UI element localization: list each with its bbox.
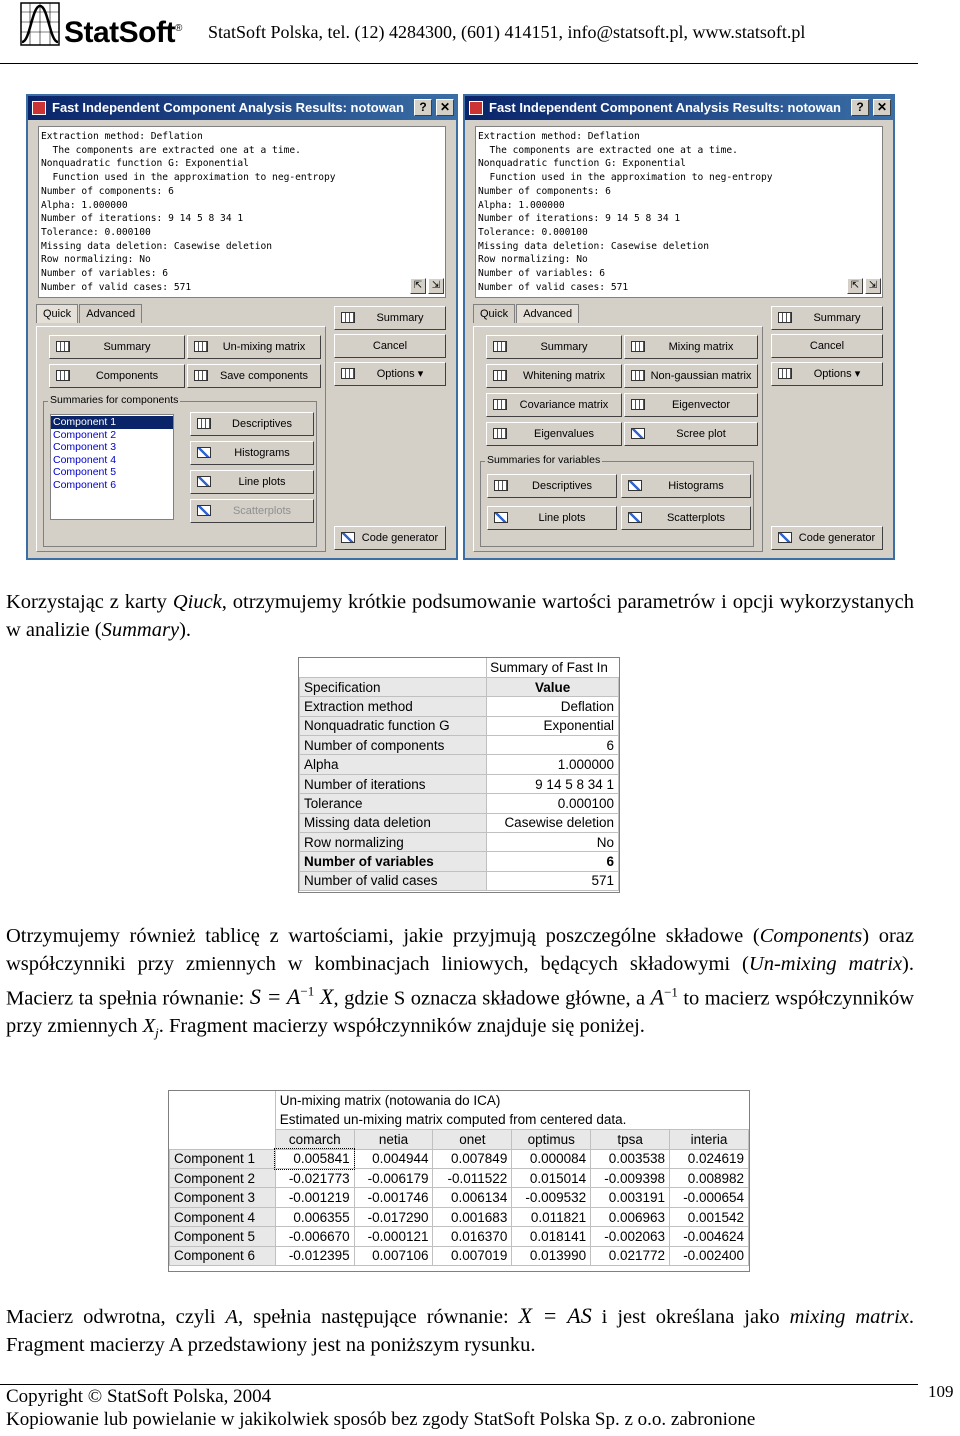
line-plots-button[interactable]: Line plots <box>190 470 314 494</box>
list-item[interactable]: Component 2 <box>53 428 117 441</box>
copyright-notice: Copyright © StatSoft Polska, 2004 <box>6 1386 272 1407</box>
output-line: Nonquadratic function G: Exponential <box>41 158 249 170</box>
table-title: Un-mixing matrix (notowania do ICA) <box>275 1091 748 1110</box>
scatterplot-icon <box>197 505 211 516</box>
row-value[interactable]: Deflation <box>487 697 619 716</box>
descriptives-button[interactable]: Descriptives <box>190 412 314 436</box>
column-header: optimus <box>512 1130 591 1149</box>
summary-button[interactable]: Summary <box>49 335 185 359</box>
table-row <box>300 774 619 793</box>
output-line: Number of iterations: 9 14 5 8 34 1 <box>41 213 244 225</box>
table-row <box>170 1227 749 1246</box>
column-header: onet <box>433 1130 512 1149</box>
summary-button[interactable]: Summary <box>486 335 622 359</box>
copy-protection-notice: Kopiowanie lub powielanie w jakikolwiek sposób bez zgody StatSoft Polska Sp. z o.o. zabronione <box>6 1409 756 1430</box>
whitening-matrix-button[interactable]: Whitening matrix <box>486 364 622 388</box>
table-cell[interactable]: -0.001219 <box>275 1188 354 1207</box>
table-row <box>170 1169 749 1188</box>
covariance-matrix-button[interactable]: Covariance matrix <box>486 393 622 417</box>
summaries-for-variables-group <box>480 454 754 547</box>
table-row <box>300 833 619 852</box>
summary-top-button[interactable]: Summary <box>334 306 446 330</box>
non-gaussian-matrix-button[interactable]: Non-gaussian matrix <box>624 364 758 388</box>
window-titlebar[interactable] <box>465 96 893 120</box>
table-row <box>170 1188 749 1207</box>
table-cell[interactable]: -0.012395 <box>275 1246 354 1265</box>
equation-x: X = AS <box>518 1303 592 1328</box>
output-line: Number of components: 6 <box>478 185 611 197</box>
dropdown-arrow-icon: ▾ <box>417 368 424 380</box>
table-icon <box>493 399 507 410</box>
table-icon <box>493 370 507 381</box>
table-cell[interactable]: -0.002400 <box>670 1246 749 1265</box>
table-cell[interactable]: 0.003191 <box>591 1188 670 1207</box>
output-line: Extraction method: Deflation <box>478 131 640 142</box>
output-line: Row normalizing: No <box>41 254 151 266</box>
results-text-output <box>38 126 446 298</box>
output-line: Function used in the approximation to neg-entropy <box>41 172 336 184</box>
code-generator-icon <box>341 532 355 543</box>
scree-plot-button[interactable]: Scree plot <box>624 422 758 446</box>
tab-advanced[interactable]: Advanced <box>79 304 142 323</box>
column-header: tpsa <box>591 1130 670 1149</box>
output-line: Function used in the approximation to neg-entropy <box>478 172 773 184</box>
scree-plot-icon <box>631 428 645 439</box>
column-header: netia <box>354 1130 433 1149</box>
row-label: Alpha <box>300 755 487 774</box>
histograms-button[interactable]: Histograms <box>621 474 751 498</box>
output-line: Tolerance: 0.000100 <box>41 226 151 238</box>
column-header: interia <box>670 1130 749 1149</box>
paragraph-quick-summary: Korzystając z karty Qiuck, otrzymujemy krótkie podsumowanie wartości parametrów i opcji wykorzystanych w analizie (Summary). <box>6 591 914 641</box>
window-title: Fast Independent Component Analysis Results: notowan <box>52 100 404 115</box>
table-row <box>300 794 619 813</box>
tab-advanced[interactable]: Advanced <box>516 304 579 323</box>
tab-quick[interactable]: Quick <box>36 304 78 323</box>
table-cell[interactable]: -0.009532 <box>512 1188 591 1207</box>
table-row <box>170 1207 749 1226</box>
ica-results-window-advanced <box>463 94 895 560</box>
row-value[interactable]: 6 <box>487 852 619 871</box>
eigenvalues-button[interactable]: Eigenvalues <box>486 422 622 446</box>
summaries-for-components-group <box>43 394 317 547</box>
cancel-button[interactable]: Cancel <box>334 334 446 358</box>
unmixing-matrix-table <box>168 1090 750 1272</box>
table-cell[interactable]: 0.015014 <box>512 1169 591 1188</box>
row-label: Number of valid cases <box>300 871 487 890</box>
save-components-button[interactable]: Save components <box>187 364 321 388</box>
table-cell[interactable]: 0.001683 <box>433 1207 512 1226</box>
row-label: Number of components <box>300 736 487 755</box>
table-cell[interactable]: 0.005841 <box>275 1149 354 1168</box>
scatterplot-icon <box>628 512 642 523</box>
histogram-icon <box>197 447 211 458</box>
table-cell[interactable]: -0.006179 <box>354 1169 433 1188</box>
output-line: The components are extracted one at a time. <box>478 144 738 156</box>
cancel-button[interactable]: Cancel <box>771 334 883 358</box>
scroll-left-icon[interactable]: ⇱ <box>847 278 863 294</box>
table-icon <box>631 399 645 410</box>
table-cell[interactable]: 0.024619 <box>670 1149 749 1168</box>
options-button[interactable]: Options ▾ <box>771 362 883 386</box>
tab-strip <box>473 304 577 326</box>
list-item[interactable]: Component 4 <box>53 453 117 466</box>
table-cell[interactable]: -0.004624 <box>670 1227 749 1246</box>
table-cell[interactable]: 0.006134 <box>433 1188 512 1207</box>
table-cell[interactable]: -0.002063 <box>591 1227 670 1246</box>
row-label: Row normalizing <box>300 833 487 852</box>
save-table-icon <box>194 370 208 381</box>
row-header: Component 1 <box>170 1149 276 1168</box>
table-row <box>170 1246 749 1265</box>
row-value[interactable]: 9 14 5 8 34 1 <box>487 774 619 793</box>
line-plots-button[interactable]: Line plots <box>487 506 617 530</box>
output-line: Number of variables: 6 <box>478 268 606 280</box>
column-header: Value <box>487 677 619 696</box>
brand-name: StatSoft® <box>64 16 182 49</box>
page-header <box>0 0 918 64</box>
table-row <box>300 755 619 774</box>
row-value[interactable]: 0.000100 <box>487 794 619 813</box>
column-header: Specification <box>300 677 487 696</box>
table-row <box>300 697 619 716</box>
row-value[interactable]: 6 <box>487 736 619 755</box>
output-line: Extraction method: Deflation <box>41 131 203 142</box>
components-listbox[interactable] <box>50 414 174 520</box>
table-cell[interactable]: 0.004944 <box>354 1149 433 1168</box>
mixing-matrix-button[interactable]: Mixing matrix <box>624 335 758 359</box>
tab-quick[interactable]: Quick <box>473 304 515 323</box>
table-cell[interactable]: -0.001746 <box>354 1188 433 1207</box>
close-button[interactable]: ✕ <box>436 99 454 116</box>
equation-s: $S = A^{-1}$ X <box>249 984 334 1010</box>
table-row <box>170 1149 749 1168</box>
table-cell[interactable]: 0.000084 <box>512 1149 591 1168</box>
table-cell[interactable]: 0.006355 <box>275 1207 354 1226</box>
table-cell[interactable]: 0.006963 <box>591 1207 670 1226</box>
output-line: Missing data deletion: Casewise deletion <box>41 240 273 252</box>
row-label: Tolerance <box>300 794 487 813</box>
table-row <box>300 716 619 735</box>
page-number: 109 <box>928 1382 954 1401</box>
row-header: Component 3 <box>170 1188 276 1207</box>
table-cell[interactable]: -0.009398 <box>591 1169 670 1188</box>
group-label: Summaries for variables <box>487 454 601 466</box>
unmixing-matrix-button[interactable]: Un-mixing matrix <box>187 335 321 359</box>
table-cell[interactable]: 0.007106 <box>354 1246 433 1265</box>
table-subtitle: Estimated un-mixing matrix computed from centered data. <box>275 1110 748 1129</box>
table-icon <box>493 428 507 439</box>
code-generator-button[interactable]: Code generator <box>334 526 446 550</box>
row-value[interactable]: 571 <box>487 871 619 890</box>
scroll-right-icon[interactable]: ⇲ <box>428 278 444 294</box>
table-cell[interactable]: 0.001542 <box>670 1207 749 1226</box>
table-icon <box>631 370 645 381</box>
table-cell[interactable]: -0.021773 <box>275 1169 354 1188</box>
table-cell[interactable]: 0.018141 <box>512 1227 591 1246</box>
dropdown-arrow-icon: ▾ <box>854 368 861 380</box>
table-icon <box>341 312 355 323</box>
row-label: Missing data deletion <box>300 813 487 832</box>
output-line: Alpha: 1.000000 <box>478 199 565 211</box>
table-cell[interactable]: -0.006670 <box>275 1227 354 1246</box>
table-icon <box>56 370 70 381</box>
components-button[interactable]: Components <box>49 364 185 388</box>
help-button[interactable]: ? <box>414 99 432 116</box>
row-header: Component 4 <box>170 1207 276 1226</box>
scroll-left-icon[interactable]: ⇱ <box>410 278 426 294</box>
scatterplots-button[interactable]: Scatterplots <box>190 499 314 523</box>
row-value[interactable]: 1.000000 <box>487 755 619 774</box>
table-icon <box>778 312 792 323</box>
table-cell[interactable]: 0.008982 <box>670 1169 749 1188</box>
column-header: comarch <box>275 1130 354 1149</box>
table-cell[interactable]: -0.011522 <box>433 1169 512 1188</box>
table-cell[interactable]: 0.016370 <box>433 1227 512 1246</box>
row-label: Nonquadratic function G <box>300 716 487 735</box>
list-item[interactable]: Component 1 <box>51 416 173 429</box>
header-contact: StatSoft Polska, tel. (12) 4284300, (601) 414151, info@statsoft.pl, www.statsoft.pl <box>208 22 806 42</box>
table-row <box>300 736 619 755</box>
options-icon <box>341 368 355 379</box>
table-title: Summary of Fast In <box>487 658 619 677</box>
group-label: Summaries for components <box>50 394 179 406</box>
window-title: Fast Independent Component Analysis Results: notowan <box>489 100 841 115</box>
scatterplots-button[interactable]: Scatterplots <box>621 506 751 530</box>
table-cell[interactable]: 0.013990 <box>512 1246 591 1265</box>
output-line: Number of variables: 6 <box>41 268 169 280</box>
list-item[interactable]: Component 6 <box>53 478 117 491</box>
table-cell[interactable]: 0.003538 <box>591 1149 670 1168</box>
output-line: Alpha: 1.000000 <box>41 199 128 211</box>
help-button[interactable]: ? <box>851 99 869 116</box>
table-icon <box>194 341 208 352</box>
row-header: Component 6 <box>170 1246 276 1265</box>
output-line: Missing data deletion: Casewise deletion <box>478 240 710 252</box>
table-cell[interactable]: -0.000654 <box>670 1188 749 1207</box>
row-header: Component 5 <box>170 1227 276 1246</box>
close-button[interactable]: ✕ <box>873 99 891 116</box>
output-line: Row normalizing: No <box>478 254 588 266</box>
row-label: Extraction method <box>300 697 487 716</box>
tab-strip <box>36 304 140 326</box>
table-row <box>300 813 619 832</box>
scroll-right-icon[interactable]: ⇲ <box>865 278 881 294</box>
eigenvector-button[interactable]: Eigenvector <box>624 393 758 417</box>
code-generator-icon <box>778 532 792 543</box>
advanced-tab-panel <box>473 326 763 552</box>
table-icon <box>494 480 508 491</box>
table-cell[interactable]: 0.011821 <box>512 1207 591 1226</box>
list-item[interactable]: Component 3 <box>53 441 117 454</box>
results-text-output <box>475 126 883 298</box>
table-cell[interactable]: 0.021772 <box>591 1246 670 1265</box>
quick-tab-panel <box>36 326 326 552</box>
output-line: Tolerance: 0.000100 <box>478 226 588 238</box>
output-line: Number of valid cases: 571 <box>478 281 629 293</box>
output-line: The components are extracted one at a time. <box>41 144 301 156</box>
output-line: Number of components: 6 <box>41 185 174 197</box>
line-plot-icon <box>197 476 211 487</box>
output-line: Number of iterations: 9 14 5 8 34 1 <box>478 213 681 225</box>
output-line: Nonquadratic function G: Exponential <box>478 158 686 170</box>
table-icon <box>493 341 507 352</box>
paragraph-mixing: Macierz odwrotna, czyli A, spełnia następujące równanie: X = AS i jest określana jako mixing matrix. Fragment macierzy A przedstawiony jest na poniższym rysunku. <box>6 1303 914 1356</box>
summary-top-button[interactable]: Summary <box>771 306 883 330</box>
histogram-icon <box>628 480 642 491</box>
table-cell[interactable]: 0.007019 <box>433 1246 512 1265</box>
row-value[interactable]: Exponential <box>487 716 619 735</box>
app-icon <box>469 101 483 115</box>
paragraph-components: Otrzymujemy również tablicę z wartościami, jakie przyjmują poszczególne składowe (Components) oraz współczynniki przy zmiennych w kombinacjach liniowych, będących składowymi (Un-mixing matrix). Macierz ta spełnia równanie: $S = A^{-1}$ X, gdzie S oznacza składowe główne, a $A^{-1}$ to macierz współczynników przy zmiennych $X_j$. Fragment macierzy współczynników znajduje się poniżej. <box>6 925 915 1041</box>
table-cell[interactable]: -0.017290 <box>354 1207 433 1226</box>
table-icon <box>631 341 645 352</box>
code-generator-button[interactable]: Code generator <box>771 526 883 550</box>
table-icon <box>197 418 211 429</box>
ica-results-window-quick <box>26 94 458 560</box>
statsoft-logo-icon <box>20 2 60 46</box>
summary-table <box>298 657 620 893</box>
page-footer <box>0 1384 918 1431</box>
table-icon <box>56 341 70 352</box>
histograms-button[interactable]: Histograms <box>190 441 314 465</box>
table-cell[interactable]: -0.000121 <box>354 1227 433 1246</box>
row-label: Number of variables <box>300 852 487 871</box>
options-icon <box>778 368 792 379</box>
row-value[interactable]: No <box>487 833 619 852</box>
summary-rows <box>300 697 619 891</box>
list-item[interactable]: Component 5 <box>53 466 117 479</box>
options-button[interactable]: Options ▾ <box>334 362 446 386</box>
row-value[interactable]: Casewise deletion <box>487 813 619 832</box>
window-titlebar[interactable] <box>28 96 456 120</box>
app-icon <box>32 101 46 115</box>
table-row <box>300 852 619 871</box>
row-label: Number of iterations <box>300 774 487 793</box>
output-line: Number of valid cases: 571 <box>41 281 192 293</box>
descriptives-button[interactable]: Descriptives <box>487 474 617 498</box>
row-header: Component 2 <box>170 1169 276 1188</box>
table-cell[interactable]: 0.007849 <box>433 1149 512 1168</box>
line-plot-icon <box>494 512 508 523</box>
table-row <box>300 871 619 890</box>
